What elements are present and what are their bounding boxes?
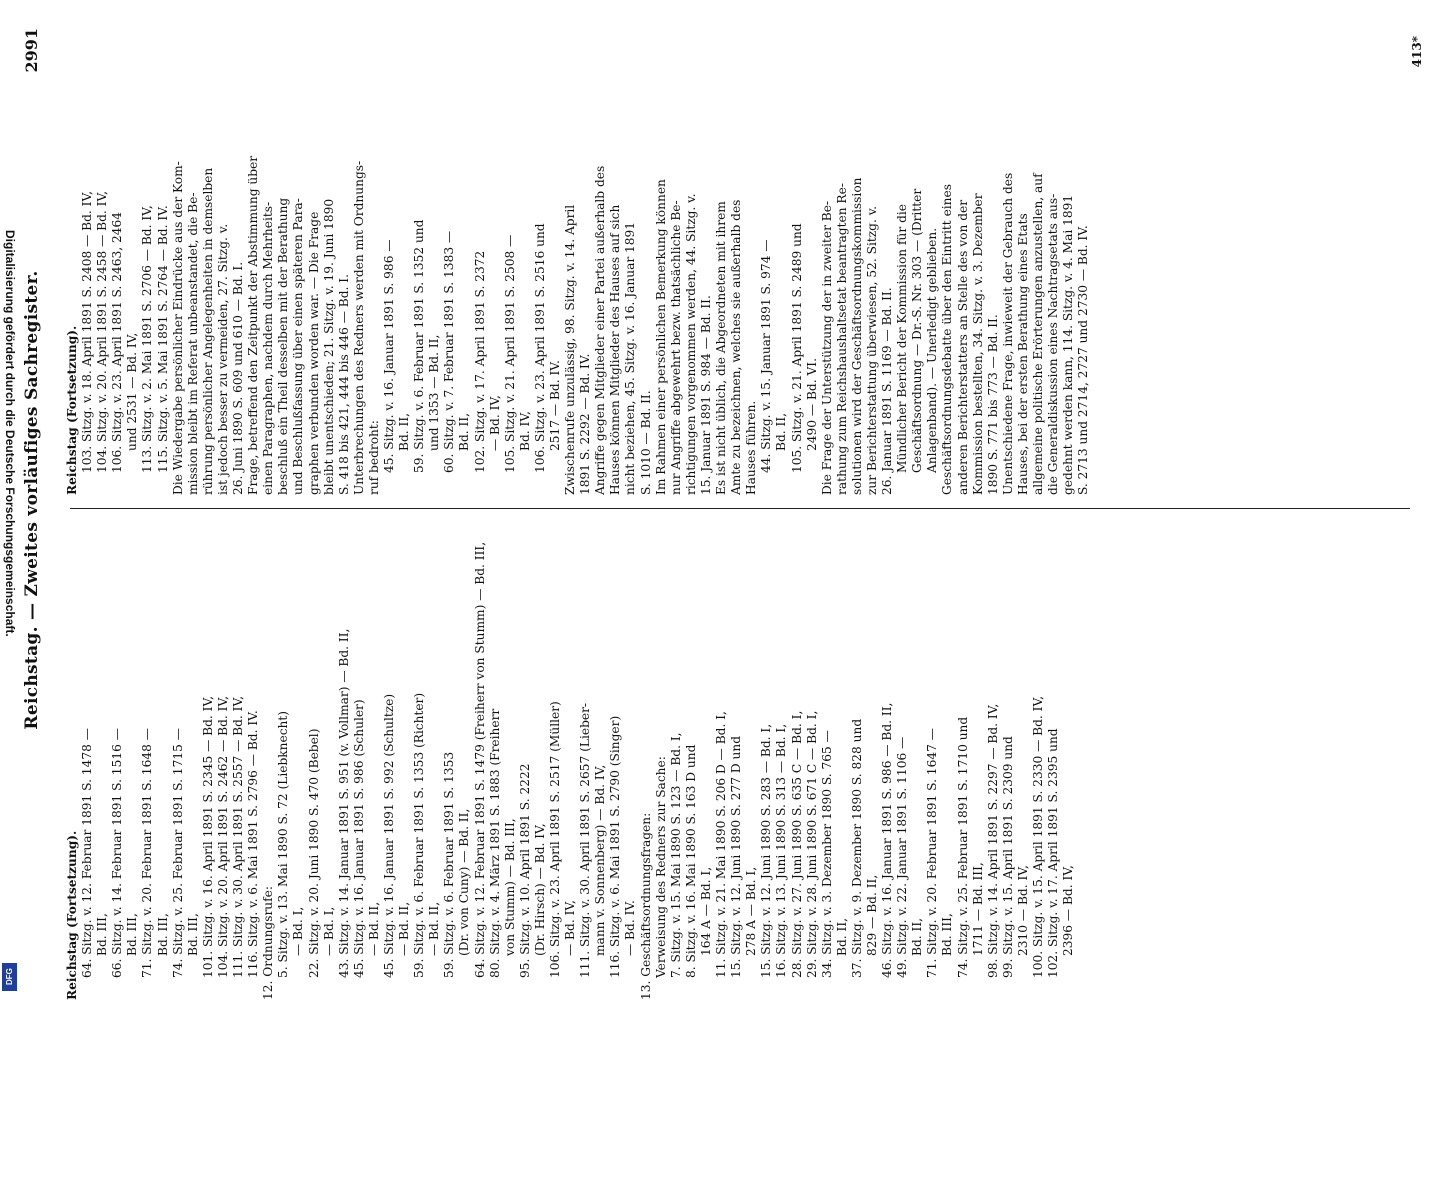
index-entry-line: 2310 — Bd. IV, bbox=[1015, 865, 1030, 956]
index-entry-line: 2396 — Bd. IV, bbox=[1061, 865, 1076, 956]
index-entry-line: 80. Sitzg. v. 4. März 1891 S. 1883 (Freiherr bbox=[487, 708, 502, 978]
index-entry-line: 34. Sitzg. v. 3. Dezember 1890 S. 765 — bbox=[819, 730, 834, 978]
index-entry-line: 105. Sitzg. v. 21. April 1891 S. 2489 und bbox=[789, 223, 804, 473]
left-column bbox=[65, 520, 1410, 1000]
index-entry-line: Es ist nicht üblich, die Abgeordneten mit ihrem bbox=[714, 201, 729, 495]
index-entry-line: 116. Sitzg. v. 6. Mai 1891 S. 2790 (Singer) bbox=[608, 715, 623, 978]
index-entry-line: 29. Sitzg. v. 28. Juni 1890 S. 671 C — Bd. I, bbox=[804, 710, 819, 978]
index-entry-line: 116. Sitzg. v. 6. Mai 1891 S. 2796 — Bd. IV. bbox=[246, 710, 261, 978]
index-entry-line: 102. Sitzg. v. 17. April 1891 S. 2372 bbox=[472, 250, 487, 473]
index-entry-line: und 1353 — Bd. II, bbox=[427, 334, 442, 451]
index-entry-line: 15. Sitzg. v. 12. Juni 1890 S. 277 D und bbox=[729, 735, 744, 978]
index-entry-line: 74. Sitzg. v. 25. Februar 1891 S. 1710 und bbox=[955, 716, 970, 978]
index-entry-line: einen Paragraphen, nachdem durch Mehrheits- bbox=[261, 201, 276, 495]
index-entry-line: 829 — Bd. II, bbox=[864, 874, 879, 956]
index-entry-line: Bd. III, bbox=[95, 913, 110, 956]
index-entry-line: bleibt unentschieden; 21. Sitzg. v. 19. Juni 1890 bbox=[321, 198, 336, 495]
index-entry-line: ist jedoch besser zu vermeiden, 27. Sitzg. v. bbox=[215, 223, 230, 495]
index-entry-line: 59. Sitzg. v. 6. Februar 1891 S. 1353 (Richter) bbox=[412, 692, 427, 978]
index-entry-line: — Bd. IV. bbox=[623, 900, 638, 956]
page-number: 2991 bbox=[22, 28, 41, 73]
index-entry-line: nur Angriffe abgewehrt bezw. thatsächliche Be- bbox=[668, 200, 683, 495]
index-entry-line: 45. Sitzg. v. 16. Januar 1891 S. 986 — bbox=[381, 239, 396, 473]
index-entry-line: 44. Sitzg. v. 15. Januar 1891 S. 974 — bbox=[759, 239, 774, 473]
index-entry-line: — Bd. IV, bbox=[563, 900, 578, 956]
index-entry-line: 64. Sitzg. v. 12. Februar 1891 S. 1478 — bbox=[80, 728, 95, 978]
index-entry-line: Bd. III, bbox=[125, 913, 140, 956]
index-entry-line: Frage, betreffend den Zeitpunkt der Abstimmung über bbox=[246, 155, 261, 495]
index-entry-line: Bd. II, bbox=[397, 412, 412, 451]
index-entry-line: 164 A — Bd. I, bbox=[698, 866, 713, 956]
signature-mark: 413* bbox=[1410, 36, 1424, 68]
index-entry-line: Hauses führen. bbox=[744, 400, 759, 495]
index-entry-line: Zwischenrufe unzulässig, 98. Sitzg. v. 14. April bbox=[563, 204, 578, 495]
index-entry-line: 106. Sitzg. v. 23. April 1891 S. 2516 und bbox=[532, 223, 547, 473]
index-entry-line: (Dr. von Cuny) — Bd. II, bbox=[457, 808, 472, 956]
index-entry-line: Die Wiedergabe persönlicher Eindrücke aus der Kom- bbox=[170, 161, 185, 495]
index-entry-line: Bd. II, bbox=[457, 412, 472, 451]
index-entry-line: 113. Sitzg. v. 2. Mai 1891 S. 2706 — Bd. IV, bbox=[140, 205, 155, 473]
index-entry-line: 37. Sitzg. v. 9. Dezember 1890 S. 828 und bbox=[849, 718, 864, 978]
index-entry-line: S. 418 bis 421, 444 bis 446 — Bd. I. bbox=[336, 274, 351, 495]
index-entry-line: (Dr. Hirsch) — Bd. IV, bbox=[532, 823, 547, 956]
index-entry-line: 43. Sitzg. v. 14. Januar 1891 S. 951 (v. Vollmar) — Bd. II, bbox=[336, 628, 351, 978]
index-entry-line: 28. Sitzg. v. 27. Juni 1890 S. 635 C — Bd. I, bbox=[789, 710, 804, 978]
index-entry-line: mission bleibt im Referat unbeanstandet, die Be- bbox=[185, 192, 200, 495]
right-column bbox=[65, 17, 1410, 495]
index-entry-line: 106. Sitzg. v. 23. April 1891 S. 2463, 2464 bbox=[110, 212, 125, 473]
index-entry-line: 104. Sitzg. v. 20. April 1891 S. 2458 — Bd. IV, bbox=[95, 190, 110, 473]
index-entry-line: Kommission bestellten, 34. Sitzg. v. 3. Dezember bbox=[970, 193, 985, 495]
index-entry-line: — Bd. I, bbox=[291, 906, 306, 956]
index-entry-line: 8. Sitzg. v. 16. Mai 1890 S. 163 D und bbox=[683, 744, 698, 978]
index-entry-line: 15. Sitzg. v. 12. Juni 1890 S. 283 — Bd. I, bbox=[759, 723, 774, 978]
index-entry-line: 46. Sitzg. v. 16. Januar 1891 S. 986 — Bd. II, bbox=[880, 702, 895, 978]
index-entry-line: Anlagenband). — Unerledigt geblieben. bbox=[925, 227, 940, 473]
index-entry-line: 5. Sitzg. v. 13. Mai 1890 S. 72 (Liebknecht) bbox=[276, 710, 291, 978]
index-entry-line: Bd. III, bbox=[185, 913, 200, 956]
index-entry-line: Bd. III, bbox=[940, 913, 955, 956]
index-entry-line: 16. Sitzg. v. 13. Juni 1890 S. 313 — Bd. I, bbox=[774, 723, 789, 978]
index-entry-line: 59. Sitzg. v. 6. Februar 1891 S. 1352 und bbox=[412, 219, 427, 473]
index-entry-line: 100. Sitzg. v. 15. April 1891 S. 2330 — Bd. IV, bbox=[1031, 695, 1045, 978]
index-entry-line: 59. Sitzg. v. 6. Februar 1891 S. 1353 bbox=[442, 751, 457, 978]
index-entry-line: 1891 S. 2292 — Bd. IV. bbox=[578, 353, 593, 495]
index-entry-line: 103. Sitzg. v. 18. April 1891 S. 2408 — Bd. IV, bbox=[80, 190, 95, 473]
index-entry-line: Unterbrechungen des Redners werden mit Ordnungs- bbox=[351, 160, 366, 495]
index-entry-line: und Beschlußfassung über einen späteren Para- bbox=[291, 198, 306, 495]
index-entry-line: beschluß ein Theil desselben mit der Berathung bbox=[276, 197, 291, 495]
index-entry-line: 105. Sitzg. v. 21. April 1891 S. 2508 — bbox=[502, 234, 517, 473]
index-entry-line: Bd. II, bbox=[774, 412, 789, 451]
index-entry-line: die Generaldiskussion eines Nachtragsetats aus- bbox=[1046, 193, 1061, 495]
index-entry-line: 71. Sitzg. v. 20. Februar 1891 S. 1648 — bbox=[140, 728, 155, 978]
index-entry-line: Reichstag (Fortsetzung). bbox=[65, 325, 79, 495]
index-entry-line: 45. Sitzg. v. 16. Januar 1891 S. 986 (Schuler) bbox=[351, 699, 366, 978]
index-entry-line: 74. Sitzg. v. 25. Februar 1891 S. 1715 — bbox=[170, 728, 185, 978]
index-entry-line: Im Rahmen einer persönlichen Bemerkung können bbox=[653, 179, 668, 495]
index-entry-line: 15. Januar 1891 S. 984 — Bd. II. bbox=[698, 295, 713, 495]
index-entry-line: 115. Sitzg. v. 5. Mai 1891 S. 2764 — Bd. IV. bbox=[155, 205, 170, 473]
index-entry-line: Bd. II, bbox=[910, 917, 925, 956]
index-entry-line: Amte zu bezeichnen, welches sie außerhalb des bbox=[729, 199, 744, 495]
index-entry-line: 98. Sitzg. v. 14. April 1891 S. 2297 — Bd. IV, bbox=[985, 703, 1000, 978]
index-entry-line: Bd. IV, bbox=[517, 411, 532, 451]
index-entry-line: 64. Sitzg. v. 12. Februar 1891 S. 1479 (Freiherr von Stumm) — Bd. III, bbox=[472, 541, 487, 978]
index-entry-line: Geschäftsordnungsdebatte über den Eintritt eines bbox=[940, 183, 955, 495]
index-entry-line: 26. Januar 1891 S. 1169 — Bd. II. bbox=[880, 287, 895, 495]
index-entry-line: 12. Ordnungsrufe: bbox=[261, 886, 276, 1000]
index-entry-line: 66. Sitzg. v. 14. Februar 1891 S. 1516 — bbox=[110, 728, 125, 978]
index-entry-line: anderen Berichterstatters an Stelle des von der bbox=[955, 199, 970, 495]
index-entry-line: Mündlicher Bericht der Kommission für die bbox=[895, 204, 910, 473]
index-entry-line: richtigungen vorgenommen werden, 44. Sitzg. v. bbox=[683, 193, 698, 495]
index-entry-line: mann v. Sonnenberg) — Bd. IV, bbox=[593, 764, 608, 956]
index-entry-line: nicht beziehen, 45. Sitzg. v. 16. Januar 1891 bbox=[623, 221, 638, 495]
index-entry-line: 13. Geschäftsordnungsfragen: bbox=[638, 812, 653, 1000]
index-entry-line: 11. Sitzg. v. 21. Mai 1890 S. 206 D — Bd. I, bbox=[714, 711, 729, 978]
index-entry-line: graphen verbunden worden war. — Die Frage bbox=[306, 211, 321, 495]
index-entry-line: Angriffe gegen Mitglieder einer Partei außerhalb des bbox=[593, 165, 608, 495]
index-entry-line: 95. Sitzg. v. 10. April 1891 S. 2222 bbox=[517, 763, 532, 978]
index-entry-line: 278 A — Bd. I, bbox=[744, 866, 759, 956]
index-entry-line: 60. Sitzg. v. 7. Februar 1891 S. 1383 — bbox=[442, 230, 457, 473]
index-entry-line: 1711 — Bd. III, bbox=[970, 862, 985, 956]
index-entry-line: allgemeine politische Erörterungen anzustellen, auf bbox=[1031, 173, 1045, 495]
index-entry-line: von Stumm) — Bd. III, bbox=[502, 818, 517, 956]
index-entry-line: rathung zum Reichshaushaltsetat beantragten Re- bbox=[834, 183, 849, 495]
index-entry-line: rührung persönlicher Angelegenheiten in demselben bbox=[200, 167, 215, 495]
index-entry-line: — Bd. II, bbox=[427, 901, 442, 956]
digitization-sidebar bbox=[0, 0, 20, 1000]
index-entry-line: gedehnt werden kann, 114. Sitzg. v. 4. Mai 1891 bbox=[1061, 194, 1076, 495]
index-entry-line: 2490 — Bd. VI. bbox=[804, 358, 819, 451]
index-entry-line: — Bd. II, bbox=[397, 901, 412, 956]
index-entry-line: Die Frage der Unterstützung der in zweiter Be- bbox=[819, 200, 834, 495]
index-entry-line: 99. Sitzg. v. 15. April 1891 S. 2309 und bbox=[1000, 736, 1015, 978]
index-entry-line: Hauses können Mitglieder des Hauses auf sich bbox=[608, 204, 623, 495]
index-entry-line: 106. Sitzg. v. 23. April 1891 S. 2517 (Müller) bbox=[548, 701, 562, 978]
index-entry-line: ruf bedroht: bbox=[366, 420, 381, 495]
index-entry-line: 111. Sitzg. v. 30. April 1891 S. 2557 — Bd. IV, bbox=[231, 695, 246, 978]
index-entry-line: 7. Sitzg. v. 15. Mai 1890 S. 123 — Bd. I, bbox=[668, 732, 683, 978]
index-entry-line: und 2531 — Bd. IV, bbox=[125, 332, 140, 451]
index-entry-line: S. 2713 und 2714, 2727 und 2730 — Bd. IV. bbox=[1076, 225, 1091, 495]
dfg-logo-icon: DFG bbox=[2, 963, 17, 991]
index-entry-line: 111. Sitzg. v. 30. April 1891 S. 2657 (Lieber- bbox=[578, 702, 593, 978]
index-entry-line: Unentschiedene Frage, inwieweit der Gebrauch des bbox=[1000, 172, 1015, 495]
index-entry-line: Geschäftsordnung — Dr.-S. Nr. 303 — (Dritter bbox=[910, 188, 925, 473]
index-entry-line: — Bd. II, bbox=[366, 901, 381, 956]
index-entry-line: zur Berichterstattung überwiesen, 52. Sitzg. v. bbox=[864, 205, 879, 495]
index-entry-line: 2517 — Bd. IV. bbox=[548, 360, 562, 451]
index-entry-line: 26. Juni 1890 S. 609 und 610 — Bd. I. bbox=[231, 261, 246, 495]
index-entry-line: 49. Sitzg. v. 22. Januar 1891 S. 1106 — bbox=[895, 736, 910, 978]
column-divider bbox=[70, 508, 1410, 509]
index-entry-line: 22. Sitzg. v. 20. Juni 1890 S. 470 (Bebel) bbox=[306, 728, 321, 978]
index-entry-line: 101. Sitzg. v. 16. April 1891 S. 2345 — Bd. IV, bbox=[200, 695, 215, 978]
running-head: Reichstag. — Zweites vorläufiges Sachregister. bbox=[22, 270, 42, 730]
index-entry-line: 1890 S. 771 bis 773 — Bd. II. bbox=[985, 314, 1000, 495]
index-entry-line: Verweisung des Redners zur Sache: bbox=[653, 756, 668, 978]
digitization-note: Digitalisierung gefördert durch die Deutsche Forschungsgemeinschaft. bbox=[3, 230, 17, 637]
index-entry-line: Bd. III, bbox=[155, 913, 170, 956]
index-entry-line: — Bd. IV, bbox=[487, 395, 502, 451]
index-entry-line: S. 1010 — Bd. II. bbox=[638, 390, 653, 495]
index-entry-line: Reichstag (Fortsetzung). bbox=[65, 830, 79, 1000]
index-entry-line: Hauses, bei der ersten Berathung eines Etats bbox=[1015, 213, 1030, 495]
index-entry-line: 104. Sitzg. v. 20. April 1891 S. 2462 — Bd. IV, bbox=[215, 695, 230, 978]
index-entry-line: Bd. II, bbox=[834, 917, 849, 956]
index-entry-line: — Bd. I, bbox=[321, 906, 336, 956]
index-entry-line: 71. Sitzg. v. 20. Februar 1891 S. 1647 — bbox=[925, 728, 940, 978]
index-entry-line: 45. Sitzg. v. 16. Januar 1891 S. 992 (Schultze) bbox=[381, 693, 396, 978]
index-entry-line: 102. Sitzg. v. 17. April 1891 S. 2395 und bbox=[1046, 728, 1061, 978]
index-entry-line: solutionen wird der Geschäftsordnungskommission bbox=[849, 177, 864, 495]
